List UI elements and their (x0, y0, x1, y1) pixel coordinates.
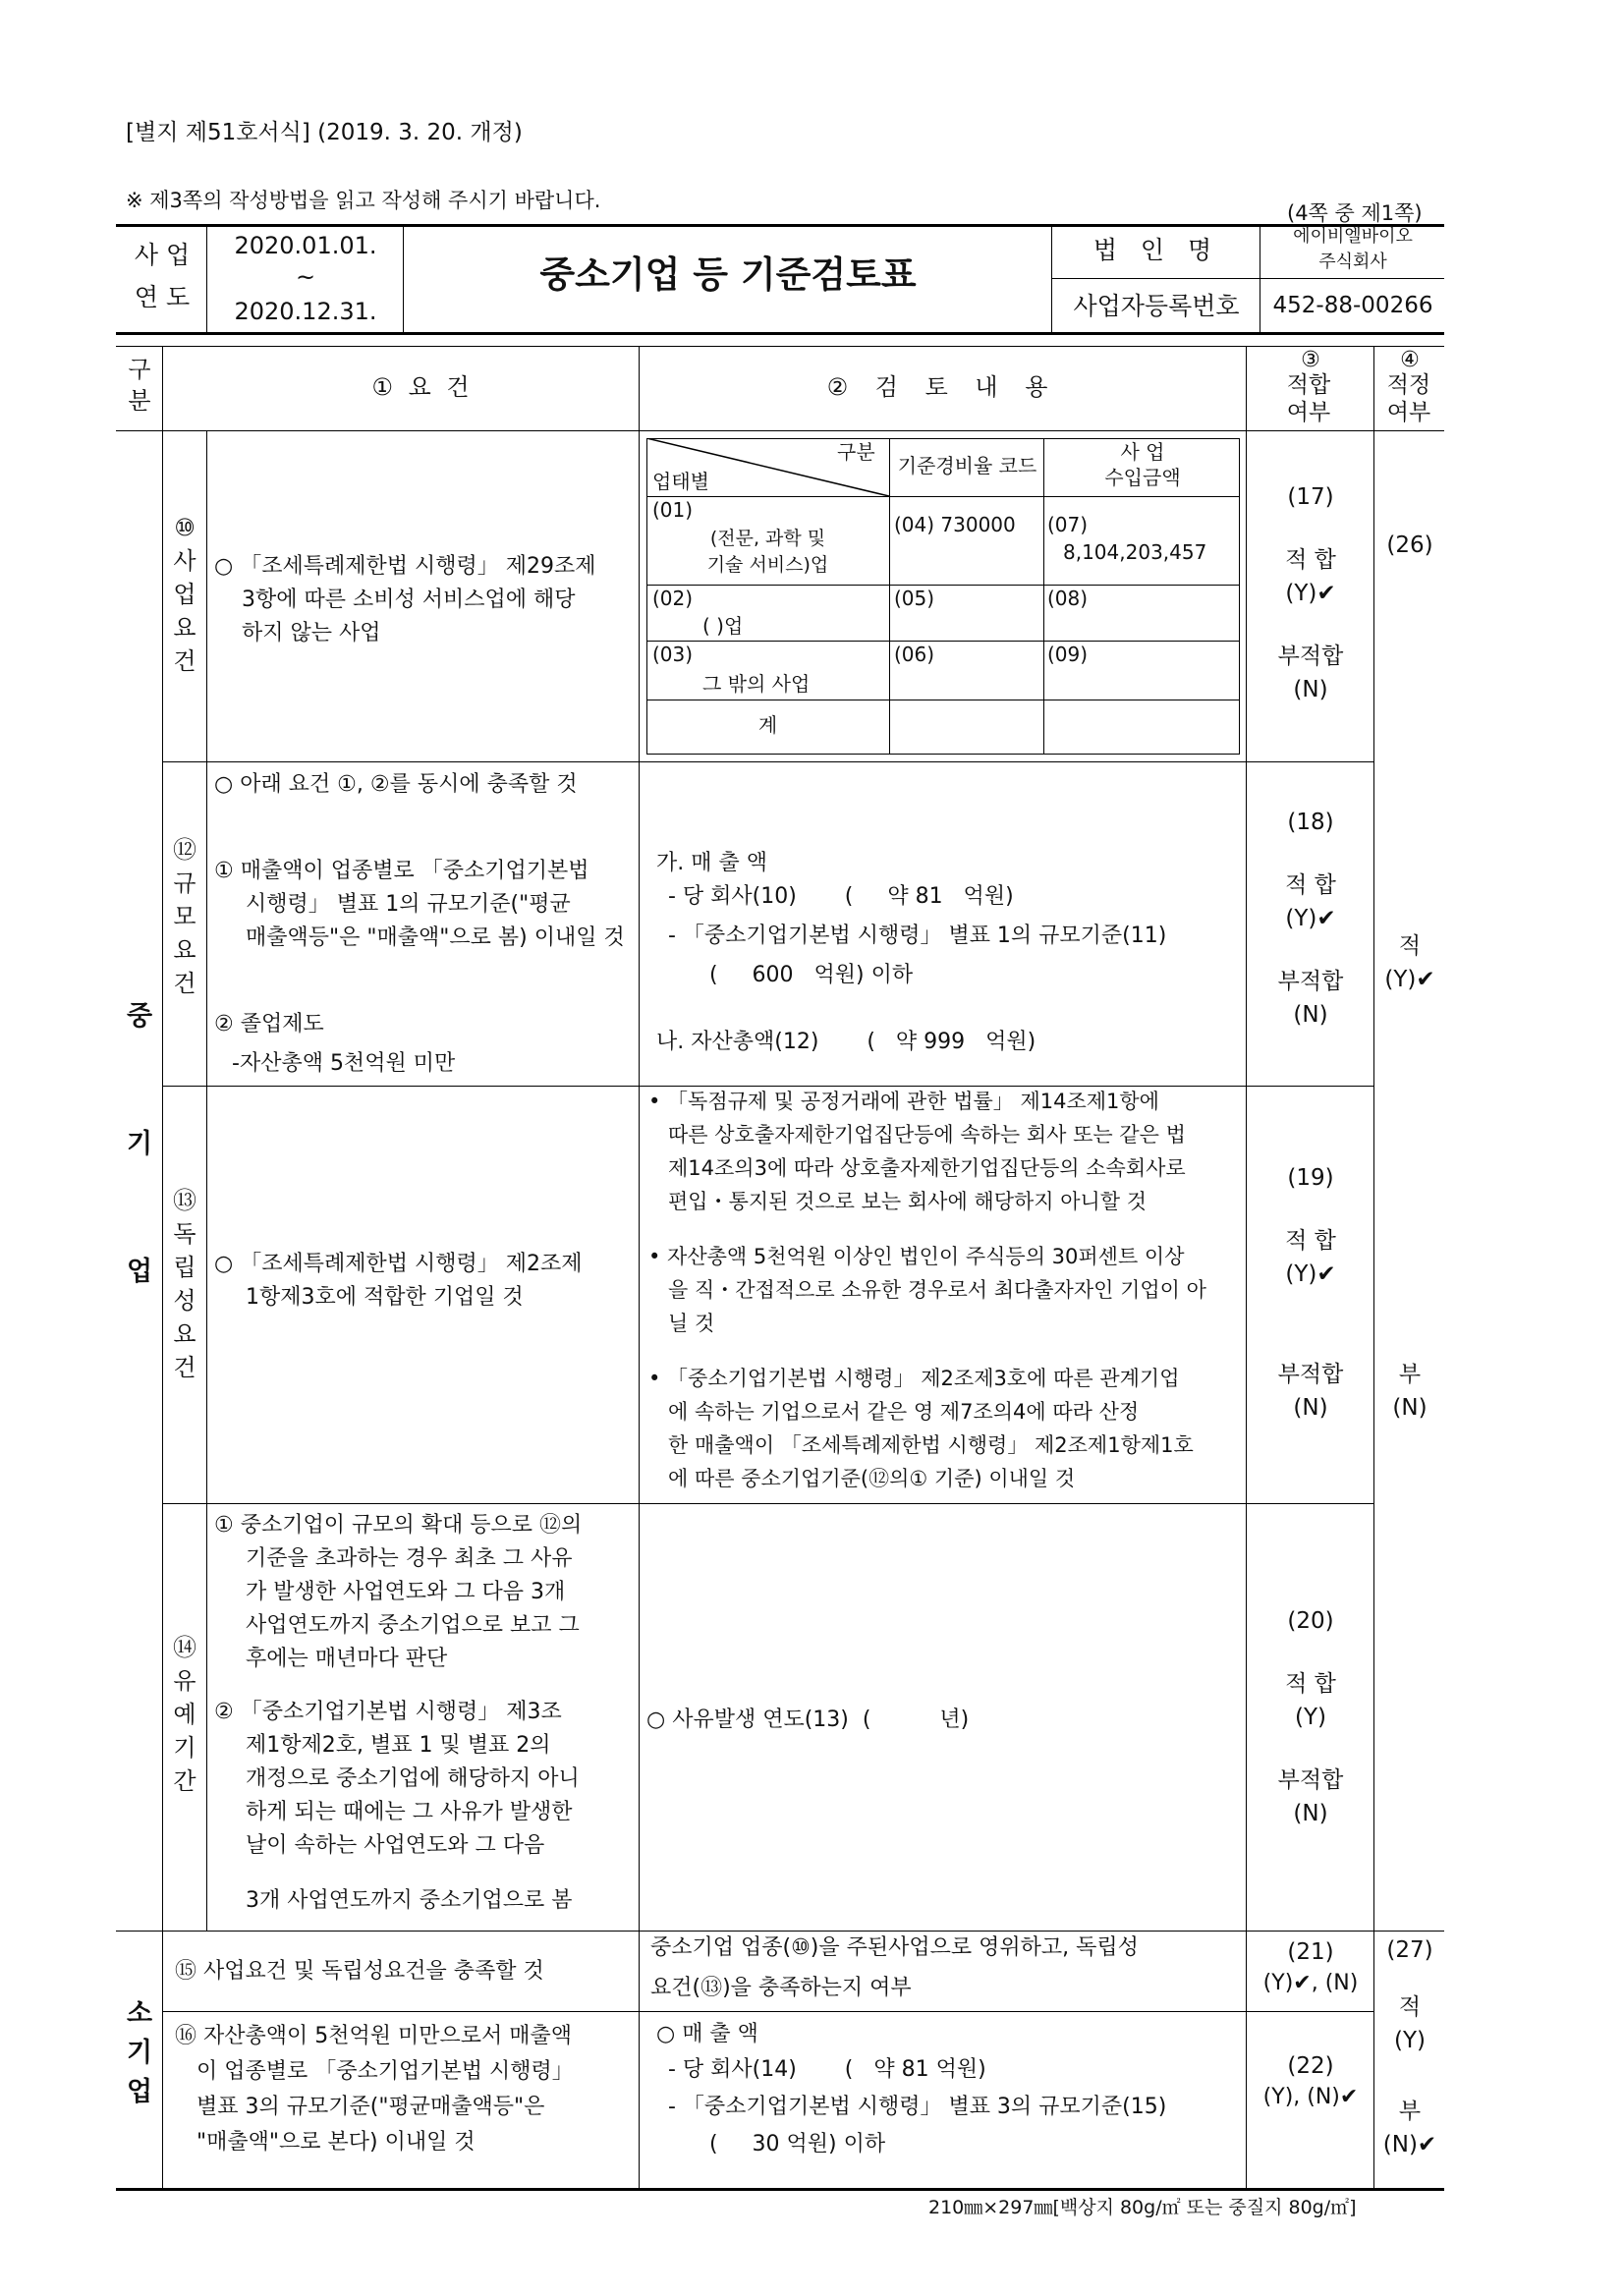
row103-fit-y: 적 합 (1285, 1228, 1336, 1254)
row101-label: ⑩ 사 업 요 건 (173, 514, 196, 675)
row102-fit-y2: (Y)✔ (1285, 906, 1336, 931)
inner-r2-amount: (08) (1047, 587, 1089, 610)
inner-r2-name: ( )업 (702, 614, 744, 638)
row106-rev-2: - 당 회사(14) ( 약 81 억원) (668, 2057, 986, 2082)
row102-fit-n2: (N) (1293, 1002, 1328, 1028)
row103-b3-1: • 「중소기업기본법 시행령」 제2조제3호에 따른 관계기업 (648, 1367, 1180, 1390)
row104-fit-y: 적 합 (1285, 1671, 1336, 1697)
row103-b1-2: 따른 상호출자제한기업집단등에 속하는 회사 또는 같은 법 (668, 1123, 1186, 1147)
row102-req-3: 시행령」 별표 1의 규모기준("평균 (246, 892, 571, 917)
row105-req: ⑮ 사업요건 및 독립성요건을 충족할 것 (175, 1959, 544, 1984)
row104-fit-n2: (N) (1293, 1801, 1328, 1826)
row104-req-6: ② 「중소기업기본법 시행령」 제3조 (214, 1700, 562, 1724)
row103-b1-1: • 「독점규제 및 공정거래에 관한 법률」 제14조제1항에 (648, 1090, 1159, 1113)
row104-fit-no: (20) (1287, 1608, 1334, 1634)
inner-r1-name-1: (전문, 과학 및 (709, 528, 826, 549)
proper-sme-y: 적 (1398, 933, 1422, 959)
col-fit: 적합여부 (1286, 372, 1331, 425)
col-proper: 적정여부 (1386, 372, 1431, 425)
row102-req-2: ① 매출액이 업종별로 「중소기업기본법 (214, 859, 589, 883)
col-review: ② 검 토 내 용 (826, 373, 1058, 401)
row104-req-2: 기준을 초과하는 경우 최초 그 사유 (246, 1546, 573, 1571)
period-start: 2020.01.01. (234, 232, 377, 259)
row101-req-2: 3항에 따른 소비성 서비스업에 해당 (242, 588, 576, 612)
row101-fit-n: 부적합 (1277, 644, 1344, 669)
inner-r1-no: (01) (652, 498, 694, 522)
row106-req-4: "매출액"으로 본다) 이내일 것 (196, 2130, 476, 2155)
biz-no: 452-88-00266 (1272, 293, 1433, 318)
inner-r3-no: (03) (652, 643, 694, 666)
row103-fit-no: (19) (1287, 1165, 1334, 1191)
corp-name-1: 에이비엘바이오 (1293, 226, 1413, 247)
inner-h-biz: 업태별 (652, 470, 709, 493)
paper-spec: 210㎜×297㎜[백상지 80g/㎡ 또는 중질지 80g/㎡] (928, 2197, 1357, 2218)
year-label-1: 사 업 (134, 241, 191, 269)
section-sme: 중 기 업 (126, 1001, 153, 1287)
row103-label: ⑬ 독 립 성 요 건 (173, 1187, 196, 1381)
row104-req-1: ① 중소기업이 규모의 확대 등으로 ⑫의 (214, 1513, 583, 1538)
row104-req-8: 개정으로 중소기업에 해당하지 아니 (246, 1766, 580, 1791)
inner-r1-name-2: 기술 서비스)업 (706, 554, 829, 576)
row103-b3-3: 한 매출액이 「조세특례제한법 시행령」 제2조제1항제1호 (668, 1433, 1194, 1457)
row106-fit: (Y), (N)✔ (1262, 2085, 1359, 2109)
row104-req-4: 사업연도까지 중소기업으로 보고 그 (246, 1613, 580, 1638)
inner-h-amount-1: 사 업 (1120, 440, 1165, 464)
row103-b2-3: 닐 것 (668, 1312, 715, 1335)
row102-rev-5: 나. 자산총액(12) ( 약 999 억원) (656, 1030, 1036, 1054)
row103-fit-n2: (N) (1293, 1395, 1328, 1421)
inner-r1-amount: 8,104,203,457 (1063, 540, 1207, 564)
col-gubun: 구 분 (128, 356, 151, 415)
inner-r3-amount: (09) (1047, 643, 1089, 666)
row102-rev-2: - 당 회사(10) ( 약 81 억원) (668, 884, 1014, 909)
proper-small-y2: (Y) (1394, 2028, 1426, 2053)
proper-sme-n2: (N) (1392, 1395, 1428, 1421)
row104-fit-n: 부적합 (1277, 1767, 1344, 1793)
row103-b1-3: 제14조의3에 따라 상호출자제한기업집단등의 소속회사로 (668, 1156, 1186, 1180)
row101-fit-no: (17) (1287, 484, 1334, 510)
row105-fit-no: (21) (1287, 1939, 1334, 1965)
row104-req-7: 제1항제2호, 별표 1 및 별표 2의 (246, 1733, 551, 1758)
row104-req-11: 3개 사업연도까지 중소기업으로 봄 (246, 1888, 573, 1913)
proper-sme-n: 부 (1398, 1362, 1422, 1387)
row102-req-5: ② 졸업제도 (214, 1012, 324, 1036)
row102-req-1: ○ 아래 요건 ①, ②를 동시에 충족할 것 (214, 772, 578, 797)
row102-rev-3: - 「중소기업기본법 시행령」 별표 1의 규모기준(11) (668, 924, 1167, 948)
inner-r1-amount-no: (07) (1047, 513, 1089, 536)
row104-req-3: 가 발생한 사업연도와 그 다음 3개 (246, 1580, 566, 1604)
row105-rev-1: 중소기업 업종(⑩)을 주된사업으로 영위하고, 독립성 (650, 1935, 1139, 1960)
col-fit-num: ③ (1301, 348, 1320, 372)
row101-fit-y2: (Y)✔ (1285, 581, 1336, 606)
year-label-2: 연 도 (134, 283, 191, 311)
row103-b2-1: • 자산총액 5천억원 이상인 법인이 주식등의 30퍼센트 이상 (648, 1245, 1185, 1268)
row102-label: ⑫ 규 모 요 건 (173, 836, 196, 997)
proper-small-n2: (N)✔ (1382, 2132, 1437, 2157)
row103-fit-y2: (Y)✔ (1285, 1261, 1336, 1287)
inner-r3-code: (06) (894, 643, 935, 666)
row106-req-3: 별표 3의 규모기준("평균매출액등"은 (196, 2095, 545, 2119)
row104-req-10: 날이 속하는 사업연도와 그 다음 (246, 1833, 545, 1858)
inner-r2-code: (05) (894, 587, 935, 610)
row106-rev-1: ○ 매 출 액 (656, 2022, 758, 2046)
inner-h-code: 기준경비율 코드 (897, 454, 1037, 477)
row101-fit-y: 적 합 (1285, 547, 1336, 573)
row102-fit-no: (18) (1287, 810, 1334, 835)
inner-h-amount-2: 수입금액 (1104, 466, 1181, 489)
row104-fit-y2: (Y) (1295, 1705, 1326, 1730)
row105-rev-2: 요건(⑬)을 충족하는지 여부 (650, 1976, 912, 2000)
period-tilde: ~ (295, 263, 316, 291)
page-title: 중소기업 등 기준검토표 (539, 253, 917, 296)
row101-fit-n2: (N) (1293, 677, 1328, 702)
section-small: 소 기 업 (126, 1998, 153, 2107)
row106-rev-3: - 「중소기업기본법 시행령」 별표 3의 규모기준(15) (668, 2095, 1167, 2119)
row103-fit-n: 부적합 (1277, 1362, 1344, 1387)
row102-rev-4: ( 600 억원) 이하 (709, 963, 914, 987)
row102-fit-n: 부적합 (1277, 969, 1344, 994)
row101-req-3: 하지 않는 사업 (242, 621, 381, 645)
row104-req-9: 하게 되는 때에는 그 사유가 발생한 (246, 1800, 573, 1824)
row105-fit: (Y)✔, (N) (1262, 1971, 1359, 1995)
proper-small-n: 부 (1398, 2099, 1422, 2124)
page-info: (4쪽 중 제1쪽) (1287, 201, 1423, 225)
notice: ※ 제3쪽의 작성방법을 읽고 작성해 주시기 바랍니다. (126, 189, 601, 212)
row103-b2-2: 을 직・간접적으로 소유한 경우로서 최다출자자인 기업이 아 (668, 1278, 1206, 1302)
row106-rev-4: ( 30 억원) 이하 (709, 2132, 886, 2156)
row106-req-2: 이 업종별로 「중소기업기본법 시행령」 (196, 2059, 574, 2084)
col-requirement: ① 요 건 (371, 373, 474, 401)
row101-req-1: ○ 「조세특례제한법 시행령」 제29조제 (214, 554, 596, 579)
row103-b1-4: 편입・통지된 것으로 보는 회사에 해당하지 아니할 것 (668, 1190, 1148, 1213)
row103-req-2: 1항제3호에 적합한 기업일 것 (246, 1285, 524, 1310)
inner-h-gubun: 구분 (837, 440, 875, 464)
row106-req-1: ⑯ 자산총액이 5천억원 미만으로서 매출액 (175, 2024, 573, 2048)
inner-r1-code: (04) 730000 (894, 513, 1016, 536)
inner-r3-name: 그 밖의 사업 (702, 672, 811, 696)
col-proper-num: ④ (1400, 348, 1420, 372)
row104-rev: ○ 사유발생 연도(13) ( 년) (646, 1708, 970, 1732)
inner-r2-no: (02) (652, 587, 694, 610)
period-end: 2020.12.31. (234, 298, 377, 325)
row102-fit-y: 적 합 (1285, 872, 1336, 898)
corp-name-2: 주식회사 (1318, 252, 1387, 272)
inner-total: 계 (757, 713, 778, 737)
corp-name-label: 법 인 명 (1092, 236, 1220, 264)
row105-proper-no: (27) (1386, 1937, 1433, 1963)
proper-sme-y2: (Y)✔ (1384, 967, 1435, 992)
row102-req-4: 매출액등"은 "매출액"으로 봄) 이내일 것 (246, 925, 625, 950)
row103-req-1: ○ 「조세특례제한법 시행령」 제2조제 (214, 1252, 583, 1276)
row104-label: ⑭ 유 예 기 간 (173, 1634, 196, 1795)
form-id: [별지 제51호서식] (2019. 3. 20. 개정) (126, 120, 523, 145)
biz-no-label: 사업자등록번호 (1073, 292, 1240, 320)
row102-rev-1: 가. 매 출 액 (656, 851, 767, 875)
proper-small-y: 적 (1398, 1994, 1422, 2020)
row101-proper-no: (26) (1386, 532, 1433, 558)
row106-fit-no: (22) (1287, 2053, 1334, 2079)
row103-b3-2: 에 속하는 기업으로서 같은 영 제7조의4에 따라 산정 (668, 1400, 1140, 1424)
row102-req-6: -자산총액 5천억원 미만 (232, 1051, 456, 1076)
row104-req-5: 후에는 매년마다 판단 (246, 1647, 448, 1671)
row103-b3-4: 에 따른 중소기업기준(⑫의① 기준) 이내일 것 (668, 1467, 1076, 1490)
